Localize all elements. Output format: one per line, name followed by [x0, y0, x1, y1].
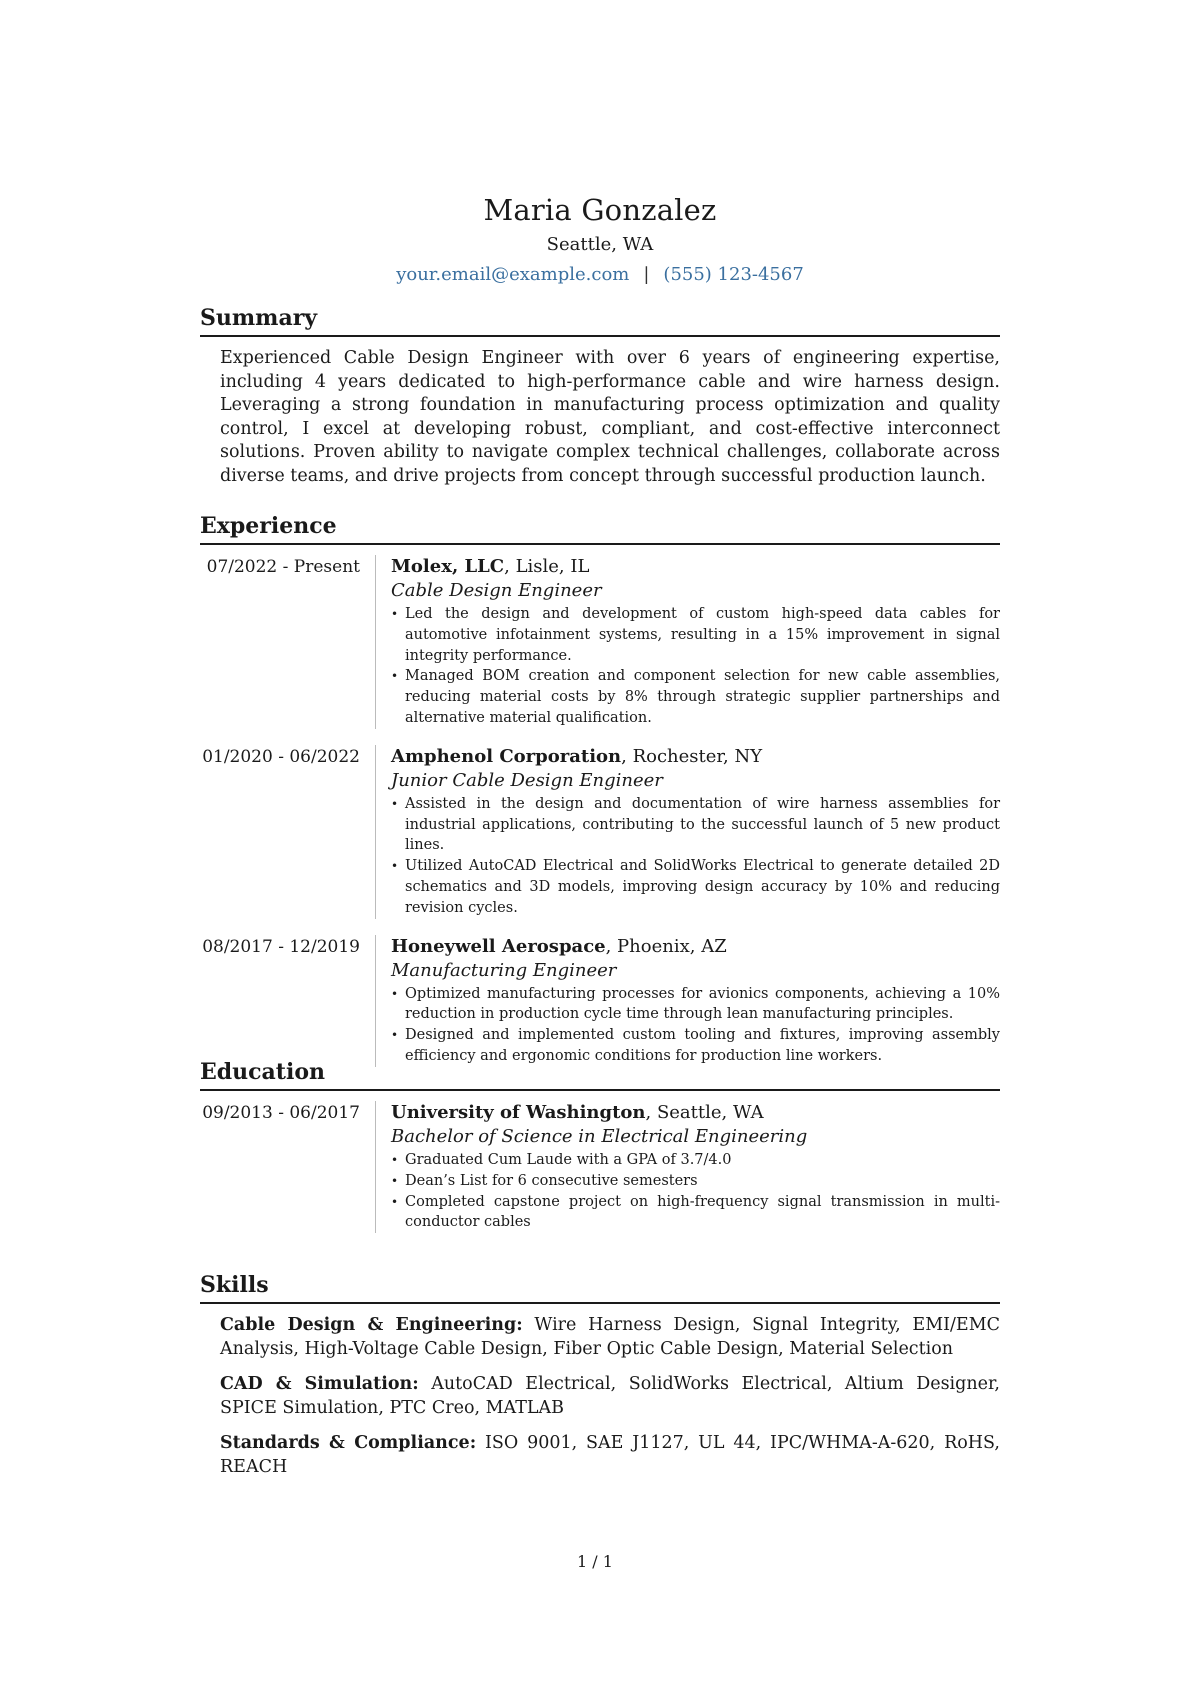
candidate-location: Seattle, WA: [546, 234, 654, 255]
skill-group: [220, 1314, 1000, 1361]
list-item: • Optimized manufacturing processes for avionics components, achieving a 10% reduction in production cycle time through lean manufacturing principles.: [391, 984, 1000, 1026]
list-item: • Graduated Cum Laude with a GPA of 3.7/4.0: [391, 1150, 1000, 1171]
entry-role: Manufacturing Engineer: [391, 959, 617, 981]
list-item: • Utilized AutoCAD Electrical and SolidWorks Electrical to generate detailed 2D schematics and 3D models, improving design accuracy by 10% and reducing revision cycles.: [391, 856, 1000, 918]
entry-body: [375, 935, 1000, 1067]
list-item: • Managed BOM creation and component selection for new cable assemblies, reducing material costs by 8% through strategic supplier partnerships and alternative material qualification.: [391, 666, 1000, 728]
summary-section: [200, 303, 1000, 488]
entry-body: [375, 745, 1000, 919]
section-title-education: Education: [200, 1057, 1000, 1091]
experience-entry: [200, 555, 1000, 729]
entry-org: Molex, LLC: [391, 556, 505, 577]
contact-separator: |: [643, 264, 650, 285]
entry-bullets: [391, 1150, 1000, 1233]
entry-role: Junior Cable Design Engineer: [391, 769, 663, 791]
section-title-skills: Skills: [200, 1270, 1000, 1304]
entry-location: , Phoenix, AZ: [605, 935, 727, 957]
contact-line: [200, 262, 1000, 288]
skill-value: AutoCAD Electrical, SolidWorks Electrical, Altium Designer, SPICE Simulation, PTC Creo, MATLAB: [220, 1374, 1000, 1418]
entry-bullets: [391, 984, 1000, 1067]
list-item: • Assisted in the design and documentation of wire harness assemblies for industrial applications, contributing to the successful launch of 5 new product lines.: [391, 794, 1000, 856]
entry-org: Amphenol Corporation: [391, 745, 622, 767]
entry-date: 09/2013 - 06/2017: [202, 1103, 360, 1123]
entry-org-line: [391, 745, 1000, 769]
list-item: • Designed and implemented custom tooling and fixtures, improving assembly efficiency and ergonomic conditions for production line workers.: [391, 1025, 1000, 1067]
skill-value: Wire Harness Design, Signal Integrity, EMI/EMC Analysis, High-Voltage Cable Design, Fiber Optic Cable Design, Material Selection: [220, 1315, 1001, 1359]
resume-header: [200, 190, 1000, 288]
entry-org-line: [391, 1101, 1000, 1125]
entry-date: 08/2017 - 12/2019: [202, 936, 360, 957]
phone-link[interactable]: (555) 123-4567: [663, 264, 804, 285]
section-title-summary: Summary: [200, 303, 1000, 337]
skill-group: [220, 1432, 1000, 1479]
experience-entry: [200, 935, 1000, 1067]
list-item: • Dean’s List for 6 consecutive semesters: [391, 1171, 1000, 1192]
entry-date: 07/2022 - Present: [206, 557, 360, 577]
entry-body: [375, 1101, 1000, 1233]
entry-org: Honeywell Aerospace: [391, 935, 606, 957]
entry-location: , Rochester, NY: [621, 745, 763, 767]
experience-entry: [200, 745, 1000, 919]
skill-label: Standards & Compliance:: [220, 1433, 477, 1453]
list-item: • Completed capstone project on high-frequency signal transmission in multi-conductor cables: [391, 1192, 1000, 1234]
skill-value: ISO 9001, SAE J1127, UL 44, IPC/WHMA-A-620, RoHS, REACH: [220, 1433, 1000, 1477]
entry-role: Cable Design Engineer: [391, 580, 602, 601]
list-item: • Led the design and development of custom high-speed data cables for automotive infotainment systems, resulting in a 15% improvement in signal integrity performance.: [391, 604, 1000, 666]
skill-label: CAD & Simulation:: [220, 1374, 419, 1394]
experience-section: [200, 511, 1000, 1067]
candidate-name: Maria Gonzalez: [483, 193, 717, 227]
summary-text: Experienced Cable Design Engineer with over 6 years of engineering expertise, including 4 years dedicated to high-performance cable and wire harness design. Leveraging a strong foundation in manufacturing process optimization and quality control, I excel at developing robust, compliant, and cost-effective interconnect solutions. Proven ability to navigate complex technical challenges, collaborate across diverse teams, and drive projects from concept through successful production launch.: [220, 348, 1000, 486]
section-title-experience: Experience: [200, 511, 1000, 545]
skill-group: [220, 1373, 1000, 1420]
education-entry: [200, 1101, 1000, 1233]
entry-org: University of Washington: [391, 1102, 646, 1123]
entry-org-line: [391, 935, 1000, 959]
email-link[interactable]: your.email@example.com: [396, 264, 630, 285]
education-section: [200, 1057, 1000, 1233]
entry-role: Bachelor of Science in Electrical Engineering: [391, 1126, 808, 1147]
page-number: 1 / 1: [577, 1552, 613, 1571]
entry-body: [375, 555, 1000, 729]
skill-label: Cable Design & Engineering:: [220, 1315, 523, 1335]
entry-bullets: [391, 794, 1000, 919]
entry-date: 01/2020 - 06/2022: [202, 746, 360, 767]
entry-location: , Lisle, IL: [504, 556, 590, 577]
entry-bullets: [391, 604, 1000, 729]
entry-org-line: [391, 555, 1000, 579]
entry-location: , Seattle, WA: [645, 1102, 764, 1123]
skills-section: [200, 1270, 1000, 1479]
